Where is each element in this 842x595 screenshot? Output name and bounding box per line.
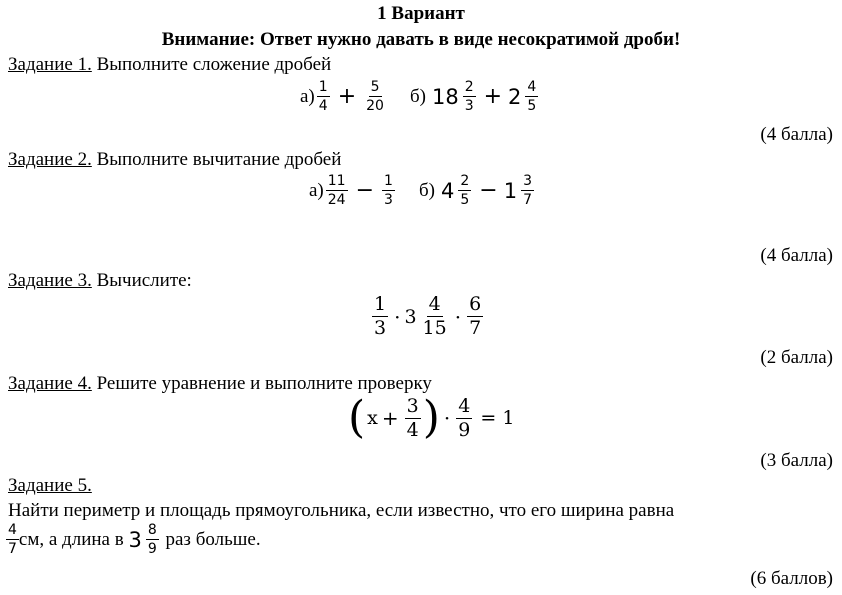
task2-expressions — [309, 174, 536, 207]
task4-right-paren: ) — [422, 392, 440, 443]
task1-text: Выполните сложение дробей — [91, 54, 332, 75]
task4-points: (3 балла) — [760, 450, 833, 471]
task1-heading — [8, 54, 331, 76]
task4-equation — [348, 392, 515, 443]
task5-label: Задание 5. — [8, 475, 92, 496]
task2-label: Задание 2. — [8, 149, 92, 170]
task3-dot2: · — [454, 304, 462, 329]
task3-text: Вычислите: — [91, 270, 192, 291]
task5-points: (6 баллов) — [750, 568, 833, 589]
task5-length-fraction: $\frac{8}{9}$ — [147, 522, 157, 557]
task4-left-paren: ( — [348, 392, 366, 443]
task1-b-fraction1: $\frac{2}{3}$ — [464, 79, 474, 114]
task2-a-operator: − — [355, 178, 375, 203]
task2-a-prefix: а) — [309, 179, 324, 201]
task5-unit-text: см, а длина в — [18, 528, 129, 550]
task2-b-operator: − — [479, 178, 498, 203]
task3-heading — [8, 270, 192, 292]
task2-a-fraction1: $\frac{11}{24}$ — [327, 173, 346, 208]
task4-variable: x — [367, 407, 378, 429]
task4-equals: = 1 — [480, 407, 515, 429]
task4-plus: + — [381, 406, 399, 430]
task3-label: Задание 3. — [8, 270, 92, 291]
task1-a-fraction1: $\frac{1}{4}$ — [318, 79, 328, 114]
task5-heading — [8, 475, 92, 497]
task2-heading — [8, 149, 341, 171]
task4-text: Решите уравнение и выполните проверку — [91, 373, 432, 394]
task4-fraction2: $\frac{4}{9}$ — [458, 394, 471, 441]
task2-text: Выполните вычитание дробей — [91, 149, 342, 170]
task1-a-operator: + — [337, 84, 357, 109]
task3-fraction1: $\frac{1}{3}$ — [374, 293, 387, 339]
task2-a-fraction2: $\frac{1}{3}$ — [384, 173, 393, 208]
task1-b-fraction2: $\frac{4}{5}$ — [527, 79, 537, 114]
task3-fraction2: $\frac{4}{15}$ — [422, 293, 447, 339]
task4-heading — [8, 373, 432, 395]
task2-b-fraction2: $\frac{3}{7}$ — [523, 173, 532, 208]
task3-whole: 3 — [404, 305, 417, 328]
task1-b-operator: + — [483, 84, 503, 109]
task1-a-fraction2: $\frac{5}{20}$ — [366, 79, 384, 114]
task4-fraction1: $\frac{3}{4}$ — [406, 394, 419, 441]
task3-dot1: · — [394, 304, 401, 329]
task1-a-prefix: а) — [300, 85, 315, 107]
task3-expression — [370, 295, 485, 338]
task1-b-whole2: 2 — [508, 84, 522, 109]
task1-points: (4 балла) — [760, 124, 833, 145]
task3-points: (2 балла) — [760, 347, 833, 368]
task2-b-whole2: 1 — [503, 178, 518, 203]
task1-label: Задание 1. — [8, 54, 92, 75]
task5-line2 — [6, 523, 261, 556]
task4-label: Задание 4. — [8, 373, 92, 394]
task5-length-whole: 3 — [128, 527, 142, 552]
answer-notice: Внимание: Ответ нужно давать в виде несократимой дроби! — [161, 29, 681, 50]
task2-b-whole1: 4 — [440, 178, 455, 203]
task1-b-prefix: б) — [409, 85, 426, 107]
task5-line1: Найти периметр и площадь прямоугольника, если известно, что его ширина равна — [8, 500, 675, 521]
task5-width-fraction: $\frac{4}{7}$ — [8, 522, 17, 557]
variant-title: 1 Вариант — [377, 3, 465, 24]
task1-b-whole1: 18 — [431, 84, 459, 109]
task5-tail: раз больше. — [160, 528, 261, 550]
task2-points: (4 балла) — [760, 245, 833, 266]
task2-b-fraction1: $\frac{2}{5}$ — [460, 173, 470, 208]
task2-b-prefix: б) — [418, 179, 435, 201]
task4-dot: · — [443, 406, 451, 430]
task3-fraction3: $\frac{6}{7}$ — [469, 293, 482, 339]
task1-expressions — [300, 80, 540, 113]
